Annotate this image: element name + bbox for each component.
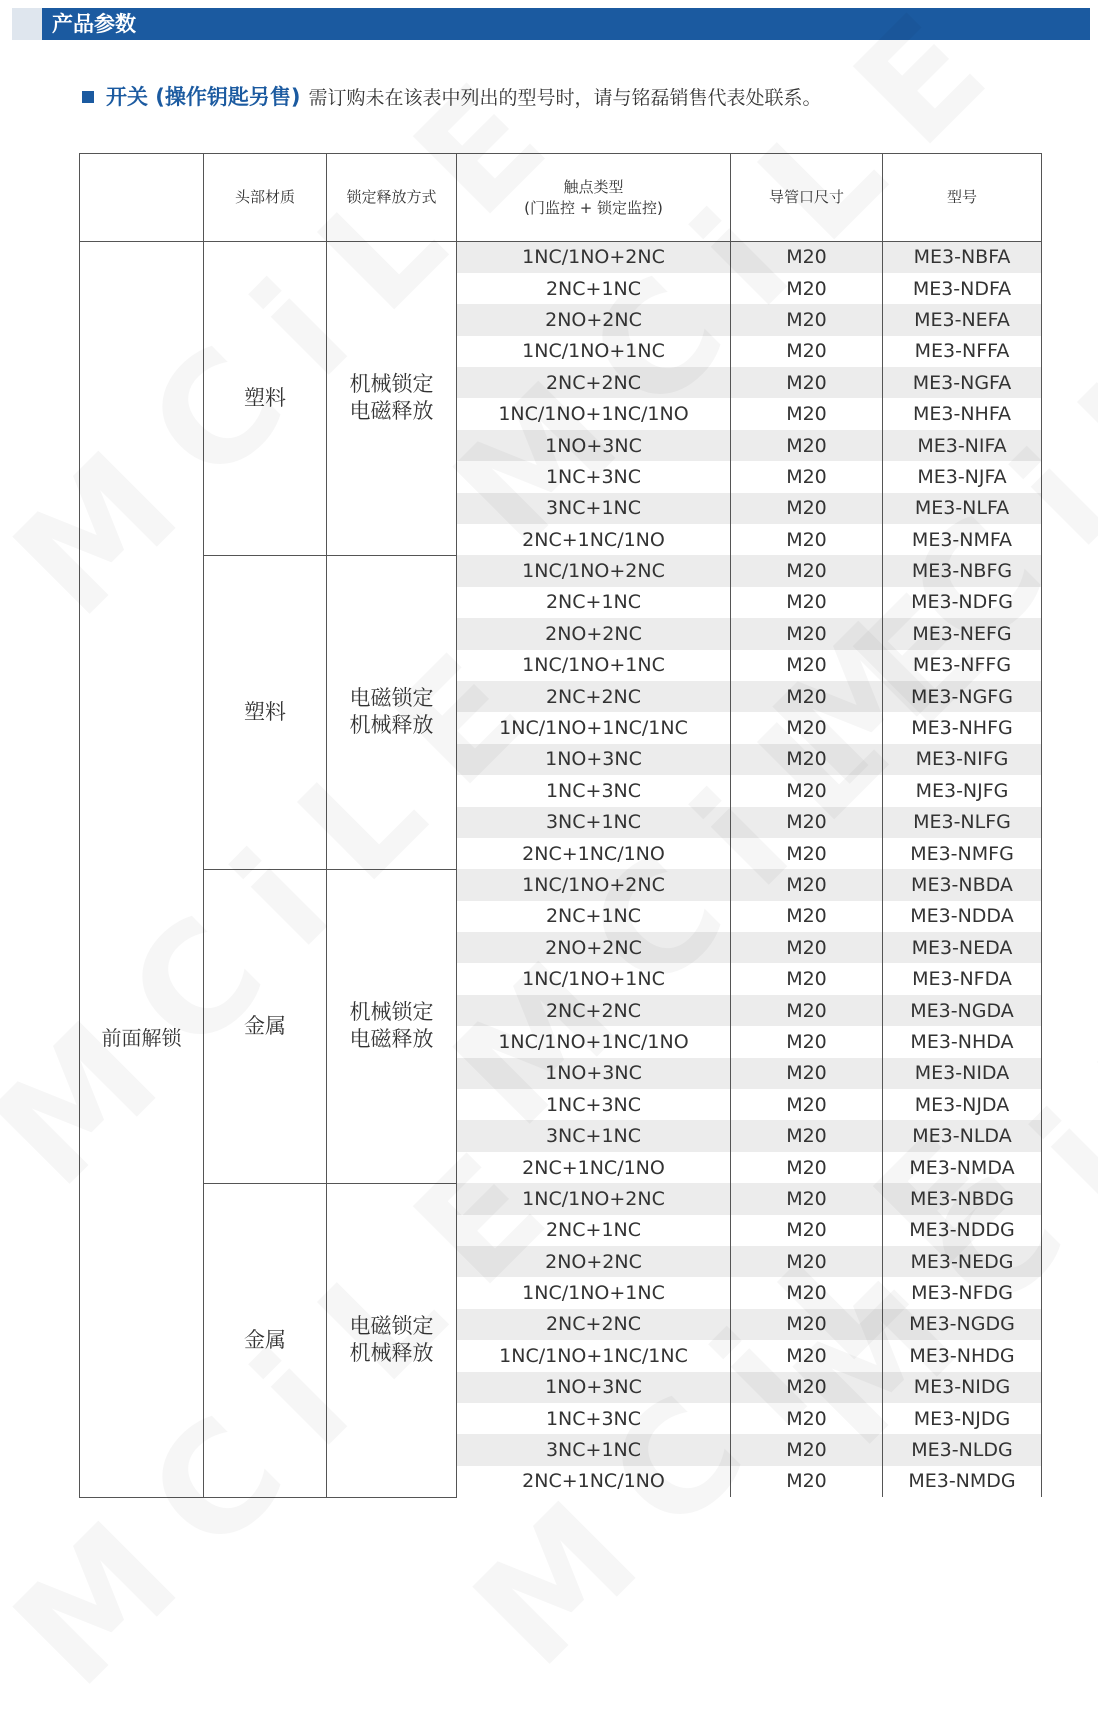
model-cell: ME3-NLFA	[883, 493, 1042, 524]
table-body	[80, 242, 1042, 1498]
model-cell: ME3-NFFA	[883, 336, 1042, 367]
lock-release-line1: 机械锁定	[349, 372, 434, 397]
conduit-size-cell: M20	[731, 461, 883, 492]
table-header-row	[80, 154, 1042, 242]
lock-release-line2: 机械释放	[349, 713, 434, 738]
model-cell: ME3-NLDG	[883, 1434, 1042, 1465]
contact-type-cell: 1NC+3NC	[457, 1089, 731, 1120]
contact-type-cell: 2NC+1NC	[457, 1215, 731, 1246]
model-cell: ME3-NBDA	[883, 869, 1042, 900]
conduit-size-cell: M20	[731, 1152, 883, 1183]
header-model: 型号	[883, 154, 1042, 242]
model-cell: ME3-NBDG	[883, 1183, 1042, 1214]
conduit-size-cell: M20	[731, 650, 883, 681]
lock-release-line1: 机械锁定	[349, 1000, 434, 1025]
contact-type-cell: 2NC+1NC	[457, 901, 731, 932]
contact-type-cell: 2NC+1NC/1NO	[457, 524, 731, 555]
model-cell: ME3-NLFG	[883, 807, 1042, 838]
model-cell: ME3-NJFG	[883, 775, 1042, 806]
contact-type-cell: 2NC+1NC	[457, 273, 731, 304]
header-lock-release: 锁定释放方式	[327, 154, 457, 242]
conduit-size-cell: M20	[731, 242, 883, 273]
model-cell: ME3-NEDG	[883, 1246, 1042, 1277]
contact-type-cell: 1NO+3NC	[457, 744, 731, 775]
contact-type-cell: 2NC+1NC	[457, 587, 731, 618]
header-contact-type-title: 触点类型	[563, 177, 624, 196]
contact-type-cell: 1NC/1NO+1NC	[457, 963, 731, 994]
conduit-size-cell: M20	[731, 367, 883, 398]
table-row	[80, 555, 1042, 586]
conduit-size-cell: M20	[731, 1309, 883, 1340]
lock-release-line2: 电磁释放	[349, 1027, 434, 1052]
table-row	[80, 1183, 1042, 1214]
model-cell: ME3-NIFG	[883, 744, 1042, 775]
conduit-size-cell: M20	[731, 430, 883, 461]
conduit-size-cell: M20	[731, 304, 883, 335]
section-header-bar	[12, 8, 1090, 40]
contact-type-cell: 1NC/1NO+2NC	[457, 1183, 731, 1214]
model-cell: ME3-NIFA	[883, 430, 1042, 461]
model-cell: ME3-NJDG	[883, 1403, 1042, 1434]
unlock-method-cell: 前面解锁	[80, 242, 204, 1498]
conduit-size-cell: M20	[731, 775, 883, 806]
model-cell: ME3-NBFG	[883, 555, 1042, 586]
contact-type-cell: 2NO+2NC	[457, 618, 731, 649]
contact-type-cell: 2NO+2NC	[457, 304, 731, 335]
conduit-size-cell: M20	[731, 618, 883, 649]
square-bullet-icon	[82, 91, 94, 103]
intro-note: 需订购未在该表中列出的型号时，请与铭磊销售代表处联系。	[308, 87, 822, 109]
lock-release-line1: 电磁锁定	[349, 1314, 434, 1339]
header-contact-type-sub: (门监控 + 锁定监控)	[524, 198, 663, 217]
conduit-size-cell: M20	[731, 1089, 883, 1120]
model-cell: ME3-NHDG	[883, 1340, 1042, 1371]
conduit-size-cell: M20	[731, 963, 883, 994]
model-cell: ME3-NDFG	[883, 587, 1042, 618]
conduit-size-cell: M20	[731, 838, 883, 869]
model-cell: ME3-NDFA	[883, 273, 1042, 304]
lock-release-line2: 机械释放	[349, 1341, 434, 1366]
table-row	[80, 869, 1042, 900]
conduit-size-cell: M20	[731, 869, 883, 900]
conduit-size-cell: M20	[731, 1466, 883, 1497]
conduit-size-cell: M20	[731, 1120, 883, 1151]
contact-type-cell: 1NC+3NC	[457, 461, 731, 492]
model-cell: ME3-NHDA	[883, 1026, 1042, 1057]
contact-type-cell: 1NO+3NC	[457, 1058, 731, 1089]
contact-type-cell: 2NC+1NC/1NO	[457, 1152, 731, 1183]
contact-type-cell: 2NO+2NC	[457, 932, 731, 963]
table-row	[80, 242, 1042, 273]
model-cell: ME3-NMDA	[883, 1152, 1042, 1183]
lock-release-line2: 电磁释放	[349, 399, 434, 424]
contact-type-cell: 1NC/1NO+1NC/1NO	[457, 1026, 731, 1057]
model-cell: ME3-NMFA	[883, 524, 1042, 555]
model-cell: ME3-NEFA	[883, 304, 1042, 335]
model-cell: ME3-NGDA	[883, 995, 1042, 1026]
conduit-size-cell: M20	[731, 1277, 883, 1308]
conduit-size-cell: M20	[731, 493, 883, 524]
conduit-size-cell: M20	[731, 1246, 883, 1277]
contact-type-cell: 2NC+2NC	[457, 995, 731, 1026]
model-cell: ME3-NJFA	[883, 461, 1042, 492]
model-cell: ME3-NGFA	[883, 367, 1042, 398]
model-cell: ME3-NMFG	[883, 838, 1042, 869]
model-cell: ME3-NBFA	[883, 242, 1042, 273]
conduit-size-cell: M20	[731, 1058, 883, 1089]
contact-type-cell: 2NC+2NC	[457, 1309, 731, 1340]
head-material-cell: 金属	[204, 1183, 327, 1497]
contact-type-cell: 1NC/1NO+2NC	[457, 555, 731, 586]
model-cell: ME3-NHFA	[883, 398, 1042, 429]
contact-type-cell: 1NO+3NC	[457, 430, 731, 461]
section-title: 产品参数	[52, 12, 136, 36]
contact-type-cell: 1NC/1NO+1NC/1NC	[457, 712, 731, 743]
conduit-size-cell: M20	[731, 932, 883, 963]
contact-type-cell: 2NC+1NC/1NO	[457, 838, 731, 869]
conduit-size-cell: M20	[731, 744, 883, 775]
lock-release-line1: 电磁锁定	[349, 686, 434, 711]
model-cell: ME3-NFDA	[883, 963, 1042, 994]
contact-type-cell: 2NC+2NC	[457, 367, 731, 398]
header-head-material: 头部材质	[204, 154, 327, 242]
lock-release-cell	[327, 555, 457, 869]
intro-line	[82, 82, 822, 112]
contact-type-cell: 1NC/1NO+1NC	[457, 336, 731, 367]
contact-type-cell: 1NC+3NC	[457, 1403, 731, 1434]
conduit-size-cell: M20	[731, 901, 883, 932]
contact-type-cell: 2NC+1NC/1NO	[457, 1466, 731, 1497]
model-cell: ME3-NLDA	[883, 1120, 1042, 1151]
intro-lead: 开关 (操作钥匙另售)	[106, 85, 301, 109]
header-unlock	[80, 154, 204, 242]
conduit-size-cell: M20	[731, 681, 883, 712]
contact-type-cell: 3NC+1NC	[457, 493, 731, 524]
head-material-cell: 塑料	[204, 555, 327, 869]
conduit-size-cell: M20	[731, 398, 883, 429]
model-cell: ME3-NEDA	[883, 932, 1042, 963]
head-material-cell: 金属	[204, 869, 327, 1183]
contact-type-cell: 2NC+2NC	[457, 681, 731, 712]
model-cell: ME3-NDDA	[883, 901, 1042, 932]
conduit-size-cell: M20	[731, 1403, 883, 1434]
contact-type-cell: 1NC/1NO+1NC/1NO	[457, 398, 731, 429]
model-cell: ME3-NFFG	[883, 650, 1042, 681]
model-cell: ME3-NEFG	[883, 618, 1042, 649]
model-cell: ME3-NFDG	[883, 1277, 1042, 1308]
conduit-size-cell: M20	[731, 1026, 883, 1057]
lock-release-cell	[327, 242, 457, 556]
model-cell: ME3-NGDG	[883, 1309, 1042, 1340]
contact-type-cell: 3NC+1NC	[457, 1120, 731, 1151]
contact-type-cell: 1NC/1NO+1NC	[457, 1277, 731, 1308]
conduit-size-cell: M20	[731, 555, 883, 586]
lock-release-cell	[327, 1183, 457, 1497]
contact-type-cell: 3NC+1NC	[457, 1434, 731, 1465]
head-material-cell: 塑料	[204, 242, 327, 556]
contact-type-cell: 1NO+3NC	[457, 1372, 731, 1403]
model-cell: ME3-NIDA	[883, 1058, 1042, 1089]
conduit-size-cell: M20	[731, 524, 883, 555]
section-header-accent	[12, 8, 42, 40]
contact-type-cell: 2NO+2NC	[457, 1246, 731, 1277]
conduit-size-cell: M20	[731, 1340, 883, 1371]
model-cell: ME3-NJDA	[883, 1089, 1042, 1120]
header-conduit: 导管口尺寸	[731, 154, 883, 242]
conduit-size-cell: M20	[731, 712, 883, 743]
model-cell: ME3-NIDG	[883, 1372, 1042, 1403]
conduit-size-cell: M20	[731, 807, 883, 838]
product-spec-table	[79, 153, 1042, 1498]
conduit-size-cell: M20	[731, 1183, 883, 1214]
header-contact-type	[457, 154, 731, 242]
conduit-size-cell: M20	[731, 1372, 883, 1403]
conduit-size-cell: M20	[731, 1434, 883, 1465]
contact-type-cell: 3NC+1NC	[457, 807, 731, 838]
model-cell: ME3-NDDG	[883, 1215, 1042, 1246]
contact-type-cell: 1NC/1NO+2NC	[457, 869, 731, 900]
model-cell: ME3-NMDG	[883, 1466, 1042, 1497]
contact-type-cell: 1NC/1NO+2NC	[457, 242, 731, 273]
contact-type-cell: 1NC/1NO+1NC/1NC	[457, 1340, 731, 1371]
model-cell: ME3-NHFG	[883, 712, 1042, 743]
conduit-size-cell: M20	[731, 336, 883, 367]
model-cell: ME3-NGFG	[883, 681, 1042, 712]
conduit-size-cell: M20	[731, 1215, 883, 1246]
conduit-size-cell: M20	[731, 273, 883, 304]
contact-type-cell: 1NC/1NO+1NC	[457, 650, 731, 681]
contact-type-cell: 1NC+3NC	[457, 775, 731, 806]
conduit-size-cell: M20	[731, 587, 883, 618]
conduit-size-cell: M20	[731, 995, 883, 1026]
lock-release-cell	[327, 869, 457, 1183]
